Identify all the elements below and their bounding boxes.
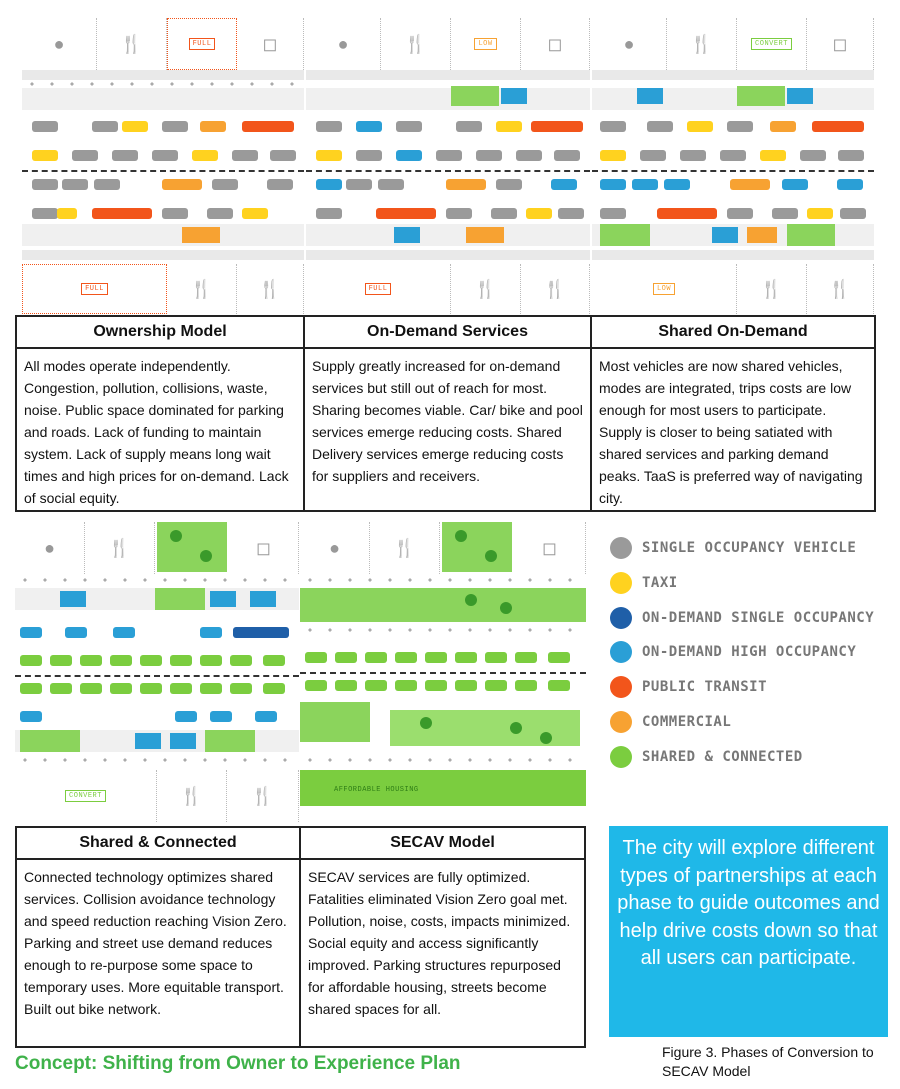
building-grocery (592, 18, 667, 70)
legend-swatch (610, 711, 632, 733)
table-column (17, 828, 299, 1026)
vehicle (305, 652, 327, 663)
building-restaurant (807, 264, 874, 314)
vehicle (812, 121, 864, 132)
vehicle (110, 655, 132, 666)
vehicle (526, 208, 552, 219)
tree (540, 732, 552, 744)
vehicle (32, 208, 58, 219)
vehicle (396, 121, 422, 132)
vehicle (600, 179, 626, 190)
vehicle (255, 711, 277, 722)
vehicle (32, 150, 58, 161)
vehicle (233, 627, 289, 638)
fork-knife-icon: 🍴 (108, 537, 131, 558)
garage-status-tag: FULL (189, 38, 216, 50)
building-restaurant (370, 522, 440, 574)
figure-caption: Figure 3. Phases of Conversion to SECAV Model (662, 1044, 874, 1079)
lane-divider (22, 170, 304, 172)
sidewalk (592, 70, 874, 80)
legend-label: SINGLE OCCUPANCY VEHICLE (642, 540, 857, 556)
parking-lane (306, 224, 590, 246)
fork-knife-icon: 🍴 (190, 278, 213, 299)
parked-vehicle (637, 88, 663, 104)
legend-item (610, 537, 856, 559)
vehicle (664, 179, 690, 190)
vehicle (491, 208, 517, 219)
vehicle (94, 179, 120, 190)
parked-vehicle (250, 591, 276, 607)
building-shop (514, 522, 586, 574)
parklet (600, 224, 650, 246)
building-grocery (22, 18, 97, 70)
street-panel-ownership (22, 18, 304, 314)
vehicle (32, 179, 58, 190)
legend-item (610, 607, 874, 629)
vehicle (232, 150, 258, 161)
parked-vehicle (60, 591, 86, 607)
vehicle (600, 121, 626, 132)
sidewalk-dots (300, 578, 586, 582)
vehicle (140, 655, 162, 666)
tree (485, 550, 497, 562)
tree (455, 530, 467, 542)
vehicle (200, 627, 222, 638)
partnership-callout (609, 826, 888, 1037)
legend-label: ON-DEMAND SINGLE OCCUPANCY (642, 610, 875, 626)
sidewalk-dots (22, 82, 304, 86)
parklet (205, 730, 255, 752)
parking-lane (22, 224, 304, 246)
building-restaurant (85, 522, 155, 574)
legend-swatch (610, 641, 632, 663)
lane-divider (306, 170, 590, 172)
parking-lane (22, 88, 304, 110)
legend-item (610, 572, 678, 594)
legend-item (610, 746, 803, 768)
vehicle (558, 208, 584, 219)
fork-knife-icon: 🍴 (251, 785, 274, 806)
legend-item (610, 641, 856, 663)
parked-vehicle (394, 227, 420, 243)
garage-status-tag: LOW (653, 283, 675, 295)
vehicle (162, 208, 188, 219)
sidewalk-dots (15, 578, 299, 582)
vehicle (800, 150, 826, 161)
sidewalk-dots (15, 758, 299, 762)
vehicle (263, 655, 285, 666)
vehicle (496, 179, 522, 190)
apple-icon: ● (623, 33, 635, 54)
parklet (737, 86, 785, 106)
parklet (20, 730, 80, 752)
table-column (301, 828, 584, 1026)
sidewalk (306, 70, 590, 80)
legend-item (610, 711, 731, 733)
vehicle (50, 683, 72, 694)
vehicle (192, 150, 218, 161)
park-block (442, 522, 512, 572)
garage-status-tag: CONVERT (65, 790, 106, 802)
vehicle (207, 208, 233, 219)
vehicle (456, 121, 482, 132)
apple-icon: ● (53, 33, 65, 54)
apple-icon: ● (329, 537, 340, 558)
vehicle (200, 683, 222, 694)
vehicle (807, 208, 833, 219)
legend-label: COMMERCIAL (642, 714, 732, 730)
vehicle (516, 150, 542, 161)
tree (500, 602, 512, 614)
vehicle (436, 150, 462, 161)
tree (465, 594, 477, 606)
fork-knife-icon: 🍴 (120, 33, 143, 54)
vehicle (647, 121, 673, 132)
column-body: SECAV services are fully optimized. Fatalities eliminated Vision Zero goal met. Pollution, noise, costs, impacts minimized. Social equity and access significantly improved. Parking structures repurposed for affordable housing, streets become shared spaces for all. (308, 869, 571, 1017)
legend-label: ON-DEMAND HIGH OCCUPANCY (642, 644, 857, 660)
vehicle (20, 627, 42, 638)
callout-text: The city will explore different types of partnerships at each phase to guide outcomes and help drive costs down so that all users can participate. (617, 837, 880, 969)
vehicle (32, 121, 58, 132)
vehicle (365, 680, 387, 691)
vehicle (640, 150, 666, 161)
vehicle (170, 683, 192, 694)
vehicle (396, 150, 422, 161)
vehicle (446, 179, 486, 190)
tree (510, 722, 522, 734)
vehicle (837, 179, 863, 190)
building-restaurant (97, 18, 167, 70)
vehicle (242, 121, 294, 132)
vehicle (80, 655, 102, 666)
vehicle (162, 121, 188, 132)
vehicle (72, 150, 98, 161)
bag-icon: ◻ (832, 33, 848, 54)
street-panel-secav (300, 522, 586, 822)
building-restaurant (157, 770, 227, 822)
vehicle (657, 208, 717, 219)
tree (420, 717, 432, 729)
vehicle (600, 208, 626, 219)
vehicle (212, 179, 238, 190)
parklet (787, 224, 835, 246)
vehicle (316, 121, 342, 132)
vehicle (270, 150, 296, 161)
vehicle (162, 179, 202, 190)
vehicle (548, 652, 570, 663)
vehicle (356, 121, 382, 132)
vehicle (110, 683, 132, 694)
vehicle (425, 680, 447, 691)
parked-delivery (466, 227, 504, 243)
vehicle (720, 150, 746, 161)
plaza (300, 702, 370, 742)
lane-divider (592, 170, 874, 172)
vehicle (840, 208, 866, 219)
vehicle (395, 680, 417, 691)
vehicle (551, 179, 577, 190)
sidewalk (22, 250, 304, 260)
table-column (592, 317, 874, 515)
apple-icon: ● (44, 537, 55, 558)
vehicle (554, 150, 580, 161)
vehicle (20, 655, 42, 666)
vehicle (727, 208, 753, 219)
fork-knife-icon: 🍴 (828, 278, 852, 299)
vehicle (112, 150, 138, 161)
garage-status-tag: FULL (365, 283, 392, 295)
vehicle (600, 150, 626, 161)
vehicle (200, 121, 226, 132)
building-shop (521, 18, 590, 70)
legend-swatch (610, 676, 632, 698)
parked-vehicle (712, 227, 738, 243)
parklet (451, 86, 499, 106)
parked-vehicle (135, 733, 161, 749)
legend-swatch (610, 746, 632, 768)
parked-vehicle (210, 591, 236, 607)
building-restaurant (521, 264, 590, 314)
vehicle (230, 655, 252, 666)
vehicle (730, 179, 770, 190)
vehicle (760, 150, 786, 161)
lane-divider (300, 672, 586, 674)
garage-status-tag: FULL (81, 283, 108, 295)
vehicle (65, 627, 87, 638)
vehicle (122, 121, 148, 132)
legend-item (610, 676, 767, 698)
linear-park (300, 588, 586, 622)
column-body: Connected technology optimizes shared services. Collision avoidance technology and speed reduction reaching Vision Zero. Parking and street use demand reduces enough to re-purpose some space to temporary uses. More equitable transport. Built out bike network. (24, 869, 287, 1017)
building-restaurant (237, 264, 304, 314)
table-column (305, 317, 590, 493)
vehicle (242, 208, 268, 219)
sidewalk (22, 70, 304, 80)
vehicle (62, 179, 88, 190)
building-restaurant (167, 264, 237, 314)
bag-icon: ◻ (542, 537, 557, 558)
parked-vehicle (170, 733, 196, 749)
building-garage (592, 264, 737, 314)
building-shop (807, 18, 874, 70)
building-garage (15, 770, 157, 822)
fork-knife-icon: 🍴 (404, 33, 427, 54)
fork-knife-icon: 🍴 (760, 278, 783, 299)
building-garage (451, 18, 521, 70)
vehicle (175, 711, 197, 722)
phase-table-top (15, 315, 876, 512)
column-header: SECAV Model (301, 828, 584, 860)
legend-label: TAXI (642, 575, 678, 591)
fork-knife-icon: 🍴 (690, 33, 713, 54)
building-restaurant (737, 264, 807, 314)
vehicle (476, 150, 502, 161)
vehicle (515, 652, 537, 663)
parked-vehicle (787, 88, 813, 104)
fork-knife-icon: 🍴 (180, 785, 203, 806)
fork-knife-icon: 🍴 (258, 278, 282, 299)
tree (170, 530, 182, 542)
vehicle (316, 150, 342, 161)
building-restaurant (227, 770, 299, 822)
parking-lane (592, 88, 874, 110)
bag-icon: ◻ (547, 33, 563, 54)
parked-delivery (182, 227, 220, 243)
vehicle (335, 652, 357, 663)
building-garage (167, 18, 237, 70)
apple-icon: ● (337, 33, 349, 54)
garage-status-tag: LOW (474, 38, 496, 50)
vehicle (838, 150, 864, 161)
vehicle (200, 655, 222, 666)
vehicle (316, 179, 342, 190)
housing-tag: AFFORDABLE HOUSING (334, 786, 419, 794)
building-garage (22, 264, 167, 314)
vehicle (446, 208, 472, 219)
bag-icon: ◻ (256, 537, 271, 558)
vehicle (365, 652, 387, 663)
park-block (157, 522, 227, 572)
building-restaurant (381, 18, 451, 70)
vehicle (267, 179, 293, 190)
vehicle (531, 121, 583, 132)
vehicle (770, 121, 796, 132)
vehicle (92, 121, 118, 132)
vehicle (425, 652, 447, 663)
legend-label: PUBLIC TRANSIT (642, 679, 768, 695)
legend-label: SHARED & CONNECTED (642, 749, 803, 765)
vehicle (305, 680, 327, 691)
vehicle (455, 680, 477, 691)
vehicle (515, 680, 537, 691)
vehicle (772, 208, 798, 219)
column-body: All modes operate independently. Congestion, pollution, collisions, waste, noise. Public space dominated for parking and roads. Lack of funding to maintain system. Lack of supply means long wait times and high prices for on-demand. Lack of social equity. (24, 358, 289, 506)
legend-swatch (610, 537, 632, 559)
vehicle (378, 179, 404, 190)
legend-swatch (610, 607, 632, 629)
tree (200, 550, 212, 562)
vehicle (335, 680, 357, 691)
sidewalk-dots (300, 758, 586, 762)
vehicle (170, 655, 192, 666)
street-panel-shared-connected (15, 522, 299, 822)
parked-vehicle (501, 88, 527, 104)
parklet (155, 588, 205, 610)
vehicle (140, 683, 162, 694)
fork-knife-icon: 🍴 (543, 278, 567, 299)
column-header: Ownership Model (17, 317, 303, 349)
vehicle (727, 121, 753, 132)
vehicle (113, 627, 135, 638)
fork-knife-icon: 🍴 (393, 537, 416, 558)
vehicle (316, 208, 342, 219)
bike-path (300, 628, 586, 632)
vehicle (92, 208, 152, 219)
vehicle (496, 121, 522, 132)
sidewalk (592, 250, 874, 260)
building-garage (306, 264, 451, 314)
column-header: Shared On-Demand (592, 317, 874, 349)
vehicle (376, 208, 436, 219)
legend-swatch (610, 572, 632, 594)
vehicle (210, 711, 232, 722)
vehicle (263, 683, 285, 694)
parking-lane (306, 88, 590, 110)
building-shop (229, 522, 299, 574)
vehicle (632, 179, 658, 190)
vehicle (20, 711, 42, 722)
vehicle (548, 680, 570, 691)
street-panel-on-demand (306, 18, 590, 314)
building-grocery (306, 18, 381, 70)
vehicle (80, 683, 102, 694)
concept-title: Concept: Shifting from Owner to Experience Plan (15, 1053, 461, 1074)
vehicle (485, 680, 507, 691)
building-garage (737, 18, 807, 70)
building-restaurant (667, 18, 737, 70)
sidewalk (306, 250, 590, 260)
column-header: On-Demand Services (305, 317, 590, 349)
vehicle (455, 652, 477, 663)
vehicle (782, 179, 808, 190)
fork-knife-icon: 🍴 (474, 278, 497, 299)
vehicle (680, 150, 706, 161)
vehicle (485, 652, 507, 663)
column-header: Shared & Connected (17, 828, 299, 860)
column-body: Most vehicles are now shared vehicles, modes are integrated, trips costs are low enough for most users to participate. Supply is closer to being satiated with shared services and parking demand peaks. TaaS is preferred way of navigating city. (599, 358, 863, 506)
building-restaurant (451, 264, 521, 314)
street-panel-shared-on-demand (592, 18, 874, 314)
garage-status-tag: CONVERT (751, 38, 792, 50)
lane-divider (15, 675, 299, 677)
vehicle (346, 179, 372, 190)
bag-icon: ◻ (262, 33, 278, 54)
vehicle (50, 655, 72, 666)
vehicle (152, 150, 178, 161)
building-grocery (300, 522, 370, 574)
phase-table-bottom (15, 826, 586, 1048)
building-grocery (15, 522, 85, 574)
vehicle (356, 150, 382, 161)
building-shop (237, 18, 304, 70)
vehicle (57, 208, 77, 219)
plaza (390, 710, 580, 746)
vehicle (20, 683, 42, 694)
vehicle (687, 121, 713, 132)
parked-delivery (747, 227, 777, 243)
column-body: Supply greatly increased for on-demand services but still out of reach for most. Sharing becomes viable. Car/ bike and pool services emerge reducing costs. Shared Delivery services emerge reducing costs for suppliers and receivers. (312, 358, 583, 484)
vehicle (395, 652, 417, 663)
table-column (17, 317, 303, 515)
vehicle (230, 683, 252, 694)
